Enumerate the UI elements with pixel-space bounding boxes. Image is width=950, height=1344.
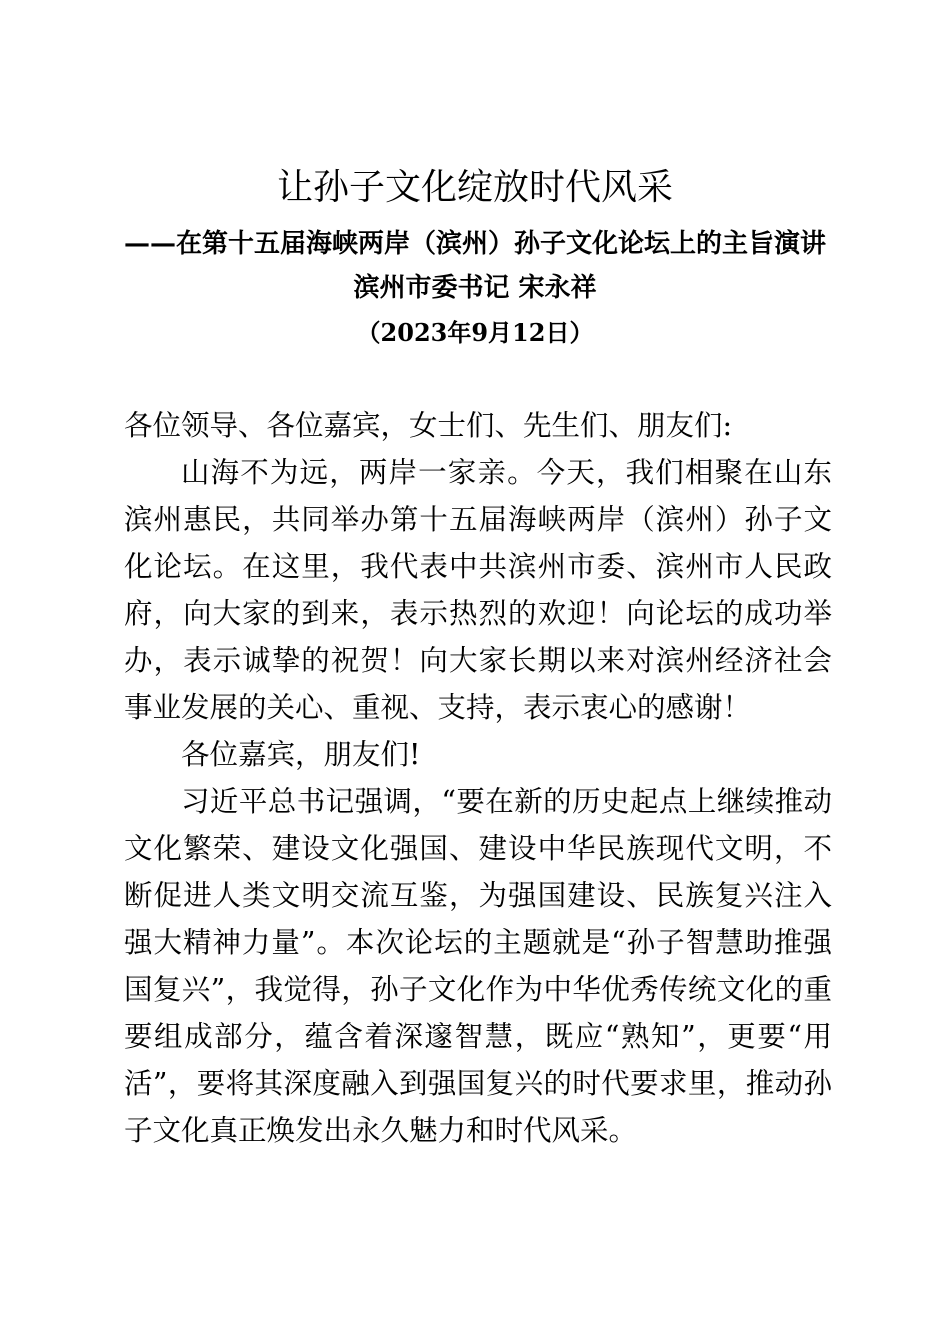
paragraph-address: 各位嘉宾，朋友们! xyxy=(181,738,421,771)
document-date: （2023年9月12日） xyxy=(356,318,594,347)
paragraph-welcome: 山海不为远，两岸一家亲。今天，我们相聚在山东滨州惠民，共同举办第十五届海峡两岸（滨州）孙子文化论坛。在这里，我代表中共滨州市委、滨州市人民政府，向大家的到来，表示热烈的欢迎！向论坛的成功举办，表示诚挚的祝贺！向大家长期以来对滨州经济社会事业发展的关心、重视、支持，表示衷心的感谢！ xyxy=(124,456,832,724)
paragraph-theme: 习近平总书记强调，“要在新的历史起点上继续推动文化繁荣、建设文化强国、建设中华民族现代文明，不断促进人类文明交流互鉴，为强国建设、民族复兴注入强大精神力量”。本次论坛的主题就是“孙子智慧助推强国复兴”，我觉得，孙子文化作为中华优秀传统文化的重要组成部分，蕴含着深邃智慧，既应“熟知”，更要“用活”，要将其深度融入到强国复兴的时代要求里，推动孙子文化真正焕发出永久魅力和时代风采。 xyxy=(124,785,832,1147)
document-author: 滨州市委书记 宋永祥 xyxy=(353,273,597,303)
salutation: 各位领导、各位嘉宾，女士们、先生们、朋友们: xyxy=(124,409,733,442)
document-subtitle: ——在第十五届海峡两岸（滨州）孙子文化论坛上的主旨演讲 xyxy=(123,229,826,259)
document-body xyxy=(124,402,832,1154)
document-title: 让孙子文化绽放时代风采 xyxy=(276,167,673,208)
